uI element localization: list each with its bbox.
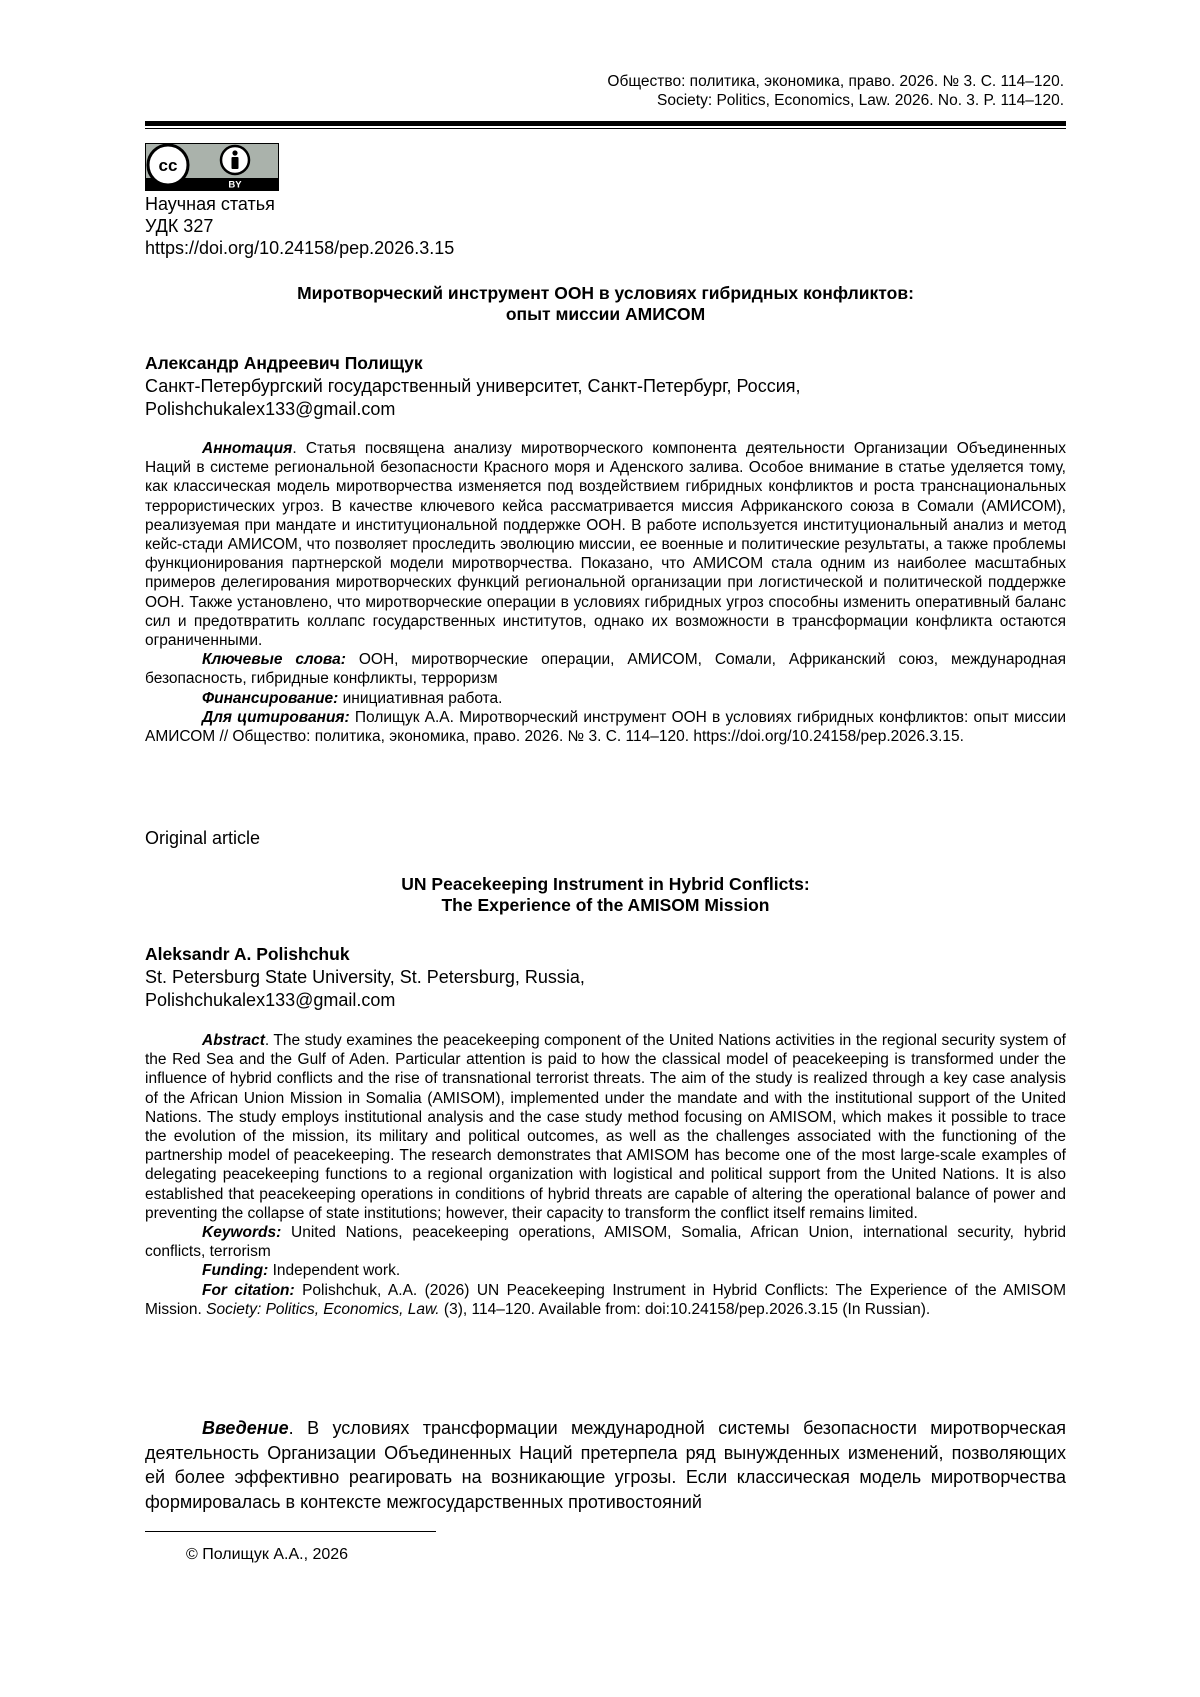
author-block-en [145, 943, 1066, 1012]
keywords-ru-text: ООН, миротворческие операции, АМИСОМ, Сомали, Африканский союз, международная безопасность, гибридные конфликты, терроризм [145, 651, 1067, 688]
author-email-ru[interactable]: Polishchukalex133@gmail.com [145, 399, 396, 419]
running-header-en: Society: Politics, Economics, Law. 2026. No. 3. P. 114–120. [657, 92, 1064, 109]
article-type-en: Original article [145, 828, 261, 848]
citation-en-text-b: (3), 114–120. Available from: doi:10.24158/pep.2026.3.15 (In Russian). [439, 1300, 931, 1318]
author-name-en: Aleksandr A. Polishchuk [145, 944, 350, 964]
keywords-en [145, 1223, 1066, 1261]
cc-by-license-icon [145, 143, 279, 191]
citation-ru-text: Полищук А.А. Миротворческий инструмент ООН в условиях гибридных конфликтов: опыт миссии АМИСОМ // Общество: политика, экономика, право. 2026. № 3. С. 114–120. https://doi.org/10.24158/pep.2026.3.15. [145, 708, 1067, 746]
abstract-en-text: . The study examines the peacekeeping component of the United Nations activities in the regional security system of the Red Sea and the Gulf of Aden. Particular attention is paid to how the classical model of peacekeeping is transformed under the influence of hybrid conflicts and the rise of transnational terrorist threats. The aim of the study is realized through a key case analysis of the African Union Mission in Somalia (AMISOM), implemented under the mandate and with the institutional support of the United Nations. The study employs institutional analysis and the case study method focusing on AMISOM, which makes it possible to trace the evolution of the mission, its military and political outcomes, as well as the challenges associated with the functioning of the partnership model of peacekeeping. The research demonstrates that AMISOM has become one of the most large-scale examples of delegating peacekeeping functions to a regional organization with logistical and political support from the United Nations. It is also established that peacekeeping operations in conditions of hybrid threats are capable of altering the operational balance of power and preventing the collapse of state institutions; however, their capacity to transform the conflict itself remains limited. [145, 1032, 1066, 1222]
footnote-rule [145, 1531, 436, 1532]
citation-en [145, 1281, 1066, 1319]
title-en-line1: UN Peacekeeping Instrument in Hybrid Conflicts: [401, 874, 810, 894]
title-en [145, 874, 1066, 916]
keywords-ru [145, 650, 1066, 688]
funding-en-text: Independent work. [268, 1262, 401, 1280]
keywords-en-label: Keywords: [202, 1224, 282, 1242]
title-ru-line1: Миротворческий инструмент ООН в условиях гибридных конфликтов: [297, 283, 914, 303]
udc-code: УДК 327 [145, 216, 214, 236]
copyright-footnote: © Полищук А.А., 2026 [186, 1546, 349, 1563]
author-affiliation-ru: Санкт-Петербургский государственный университет, Санкт-Петербург, Россия, [145, 376, 801, 396]
svg-text:cc: cc [158, 156, 178, 175]
introduction-label: Введение [202, 1418, 289, 1438]
citation-ru [145, 708, 1066, 746]
header-rule-thick [145, 121, 1066, 126]
abstract-en [145, 1031, 1066, 1319]
citation-en-label: For citation: [202, 1281, 295, 1299]
citation-ru-label: Для цитирования: [202, 708, 350, 726]
abstract-ru-text: . Статья посвящена анализу миротворческого компонента деятельности Организации Объединенных Наций в системе региональной безопасности Красного моря и Аденского залива. Особое внимание в статье уделяется тому, как классическая модель миротворчества изменяется под воздействием гибридных конфликтов и роста транснациональных террористических угроз. В качестве ключевого кейса рассматривается миссия Африканского союза в Сомали (АМИСОМ), реализуемая при мандате и институциональной поддержке ООН. В работе используется институциональный анализ и метод кейс-стади АМИСОМ, что позволяет проследить эволюцию миссии, ее военные и политические результаты, а также проблемы функционирования партнерской модели миротворчества. Показано, что АМИСОМ стала одним из наиболее масштабных примеров делегирования миротворческих функций региональной организации при логистической и политической поддержке ООН. Также установлено, что миротворческие операции в условиях гибридных угроз способны изменить оперативный баланс сил и предотвратить коллапс государственных институтов, однако их возможности в трансформации конфликта остаются ограниченными. [145, 440, 1066, 650]
title-en-line2: The Experience of the AMISOM Mission [441, 895, 770, 915]
author-block-ru [145, 352, 1066, 421]
citation-en-text-a: Polishchuk, A.A. (2026) UN Peacekeeping Instrument in Hybrid Conflicts: The Experience of the AMISOM Mission. [145, 1281, 1066, 1318]
abstract-en-paragraph [145, 1031, 1066, 1223]
article-meta-ru [145, 193, 1066, 259]
keywords-en-text: United Nations, peacekeeping operations, AMISOM, Somalia, African Union, international security, hybrid conflicts, terrorism [145, 1224, 1066, 1261]
abstract-ru-label: Аннотация [202, 440, 293, 457]
abstract-en-label: Abstract [202, 1032, 265, 1049]
funding-ru-label: Финансирование: [202, 689, 339, 707]
citation-en-journal: Society: Politics, Economics, Law. [206, 1300, 440, 1318]
introduction-paragraph [145, 1416, 1066, 1514]
running-header [607, 72, 1064, 110]
funding-en [145, 1261, 1066, 1280]
funding-ru-text: инициативная работа. [338, 689, 503, 707]
funding-en-label: Funding: [202, 1262, 269, 1280]
header-rule-thin [145, 128, 1066, 129]
title-ru [145, 283, 1066, 325]
article-type-ru: Научная статья [145, 194, 275, 214]
funding-ru [145, 689, 1066, 708]
doi-link[interactable]: https://doi.org/10.24158/pep.2026.3.15 [145, 238, 455, 258]
introduction-text: . В условиях трансформации международной системы безопасности миротворческая деятельность Организации Объединенных Наций претерпела ряд вынужденных изменений, позволяющих ей более эффективно реагировать на возникающие угрозы. Если классическая модель миротворчества формировалась в контексте межгосударственных противостояний [145, 1418, 1066, 1512]
author-email-en[interactable]: Polishchukalex133@gmail.com [145, 990, 396, 1010]
author-name-ru: Александр Андреевич Полищук [145, 353, 423, 373]
running-header-ru: Общество: политика, экономика, право. 2026. № 3. С. 114–120. [607, 73, 1064, 90]
introduction-section [145, 1416, 1066, 1514]
author-affiliation-en: St. Petersburg State University, St. Petersburg, Russia, [145, 967, 585, 987]
cc-badge-text: BY [228, 179, 242, 191]
abstract-ru [145, 439, 1066, 746]
abstract-ru-paragraph [145, 439, 1066, 650]
title-ru-line2: опыт миссии АМИСОМ [505, 304, 706, 324]
keywords-ru-label: Ключевые слова: [202, 651, 346, 669]
